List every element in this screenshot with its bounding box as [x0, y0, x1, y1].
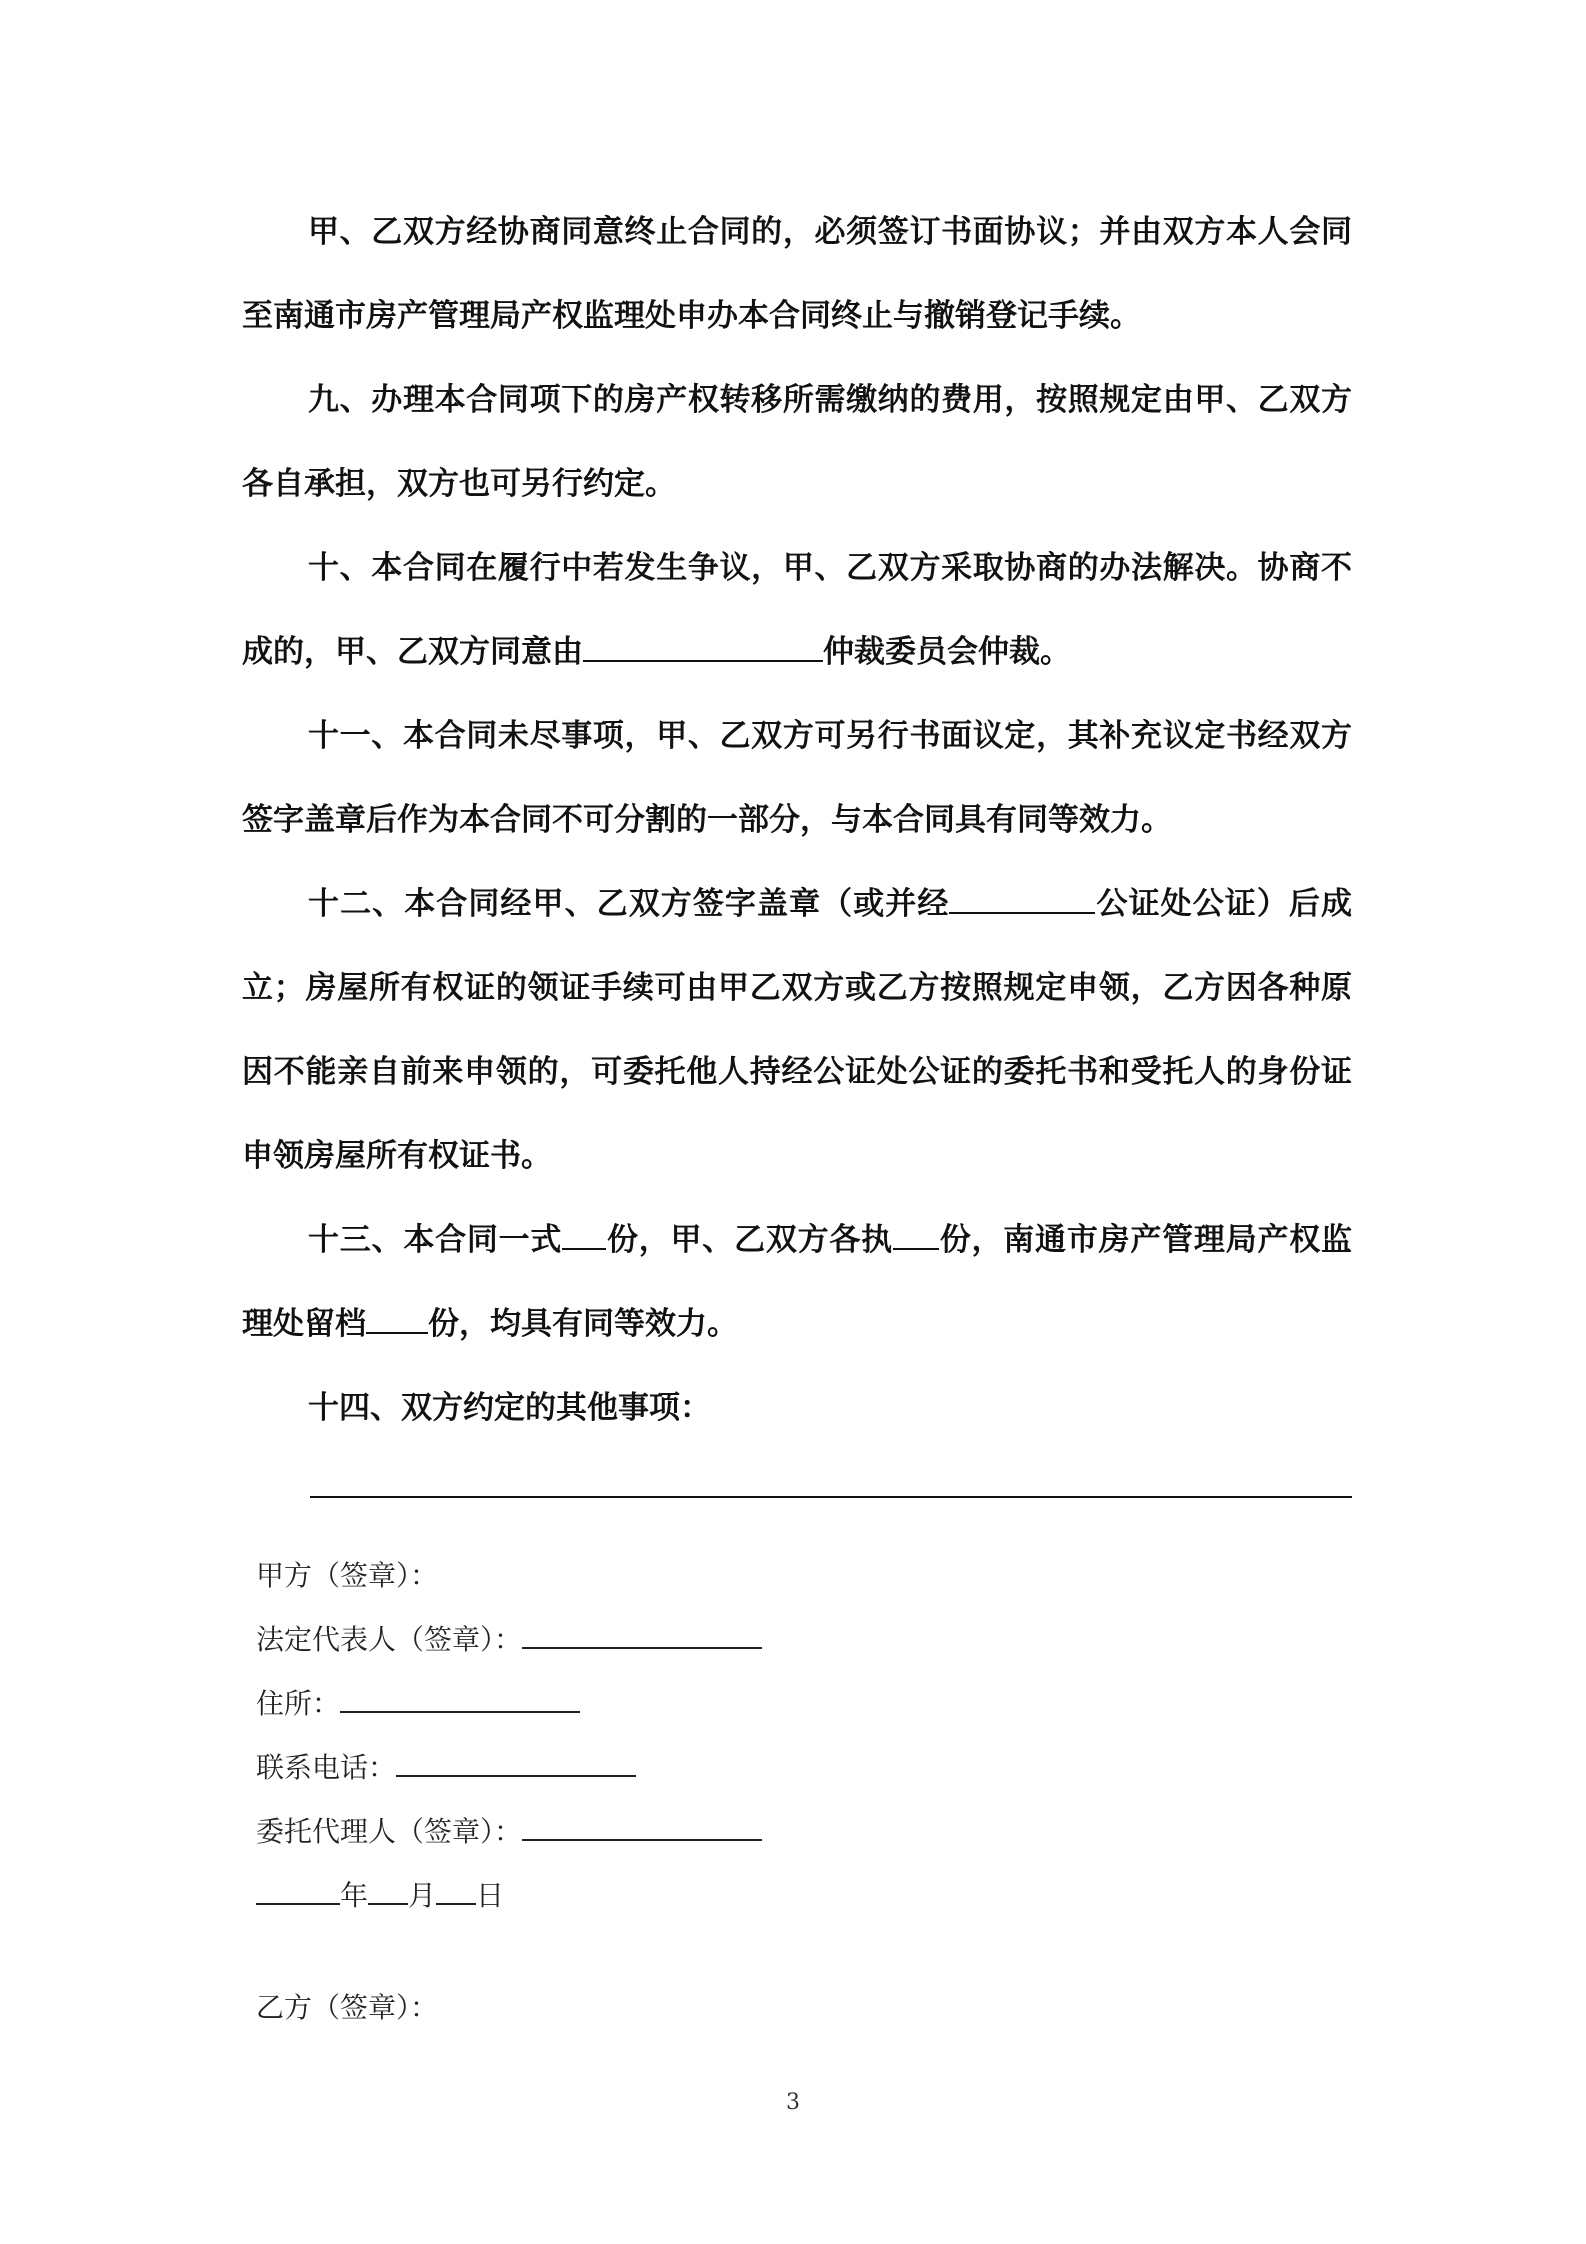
party-a-label: 甲方（签章）：	[256, 1559, 439, 1592]
clause-13-text-a: 十三、本合同一式	[308, 1222, 563, 1258]
phone-label: 联系电话：	[256, 1751, 397, 1784]
clause-11-text: 十一、本合同未尽事项，甲、乙双方可另行书面议定，其补充议定书经双方签字盖章后作为本合同不可分割的一部分，与本合同具有同等效力。	[242, 718, 1352, 838]
clause-14-text: 十四、双方约定的其他事项：	[308, 1390, 711, 1426]
year-label: 年	[340, 1879, 369, 1912]
copies-each-blank	[893, 1247, 939, 1250]
phone-blank	[396, 1774, 636, 1777]
clause-13-text-b: 份，甲、乙双方各执	[606, 1222, 893, 1258]
agent-blank	[522, 1838, 762, 1841]
clause-10-text-a: 十、本合同在履行中若发生争议，甲、乙双方采取协商的办法解决。协商不成的，甲、乙双方同意由	[242, 550, 1352, 670]
legal-rep-label: 法定代表人（签章）：	[256, 1623, 523, 1656]
other-matters-line	[310, 1496, 1352, 1498]
clause-termination-paragraph	[242, 190, 1352, 358]
clause-13-text-d: 份，均具有同等效力。	[428, 1306, 738, 1342]
agent-label: 委托代理人（签章）：	[256, 1815, 523, 1848]
clause-9-text: 九、办理本合同项下的房产权转移所需缴纳的费用，按照规定由甲、乙双方各自承担，双方也可另行约定。	[242, 382, 1352, 502]
address-label: 住所：	[256, 1687, 341, 1720]
month-blank	[368, 1902, 408, 1905]
copies-archive-blank	[366, 1331, 428, 1334]
party-b-label: 乙方（签章）：	[256, 1991, 439, 2024]
page-number: 3	[786, 2090, 800, 2115]
address-line	[256, 1682, 580, 1722]
legal-rep-blank	[522, 1646, 762, 1649]
clause-13-text-c: 份，南通市房产管理局产权监理处留档	[242, 1222, 1353, 1342]
clause-9-paragraph	[242, 358, 1352, 526]
notary-office-blank	[949, 911, 1095, 914]
day-blank	[436, 1902, 476, 1905]
contract-clauses	[242, 190, 1352, 1450]
clause-12-text-b: 公证处公证）后成立；房屋所有权证的领证手续可由甲乙双方或乙方按照规定申领，乙方因各种原因不能亲自前来申领的，可委托他人持经公证处公证的委托书和受托人的身份证申领房屋所有权证书。	[242, 886, 1353, 1174]
clause-13-paragraph	[242, 1198, 1352, 1366]
agent-line	[256, 1810, 762, 1850]
legal-rep-line	[256, 1618, 762, 1658]
date-line	[256, 1874, 504, 1914]
party-b-line	[256, 1986, 438, 2026]
clause-12-paragraph	[242, 862, 1352, 1198]
copies-total-blank	[562, 1247, 606, 1250]
day-label: 日	[476, 1879, 505, 1912]
clause-termination-text: 甲、乙双方经协商同意终止合同的，必须签订书面协议；并由双方本人会同至南通市房产管理局产权监理处申办本合同终止与撤销登记手续。	[242, 214, 1352, 334]
clause-10-paragraph	[242, 526, 1352, 694]
clause-14-paragraph	[242, 1366, 1352, 1450]
phone-line	[256, 1746, 636, 1786]
address-blank	[340, 1710, 580, 1713]
arbitration-committee-blank	[583, 659, 823, 662]
party-a-line	[256, 1554, 438, 1594]
year-blank	[256, 1902, 340, 1905]
clause-11-paragraph	[242, 694, 1352, 862]
clause-12-text-a: 十二、本合同经甲、乙双方签字盖章（或并经	[308, 886, 950, 922]
month-label: 月	[408, 1879, 437, 1912]
clause-10-text-b: 仲裁委员会仲裁。	[823, 634, 1071, 670]
